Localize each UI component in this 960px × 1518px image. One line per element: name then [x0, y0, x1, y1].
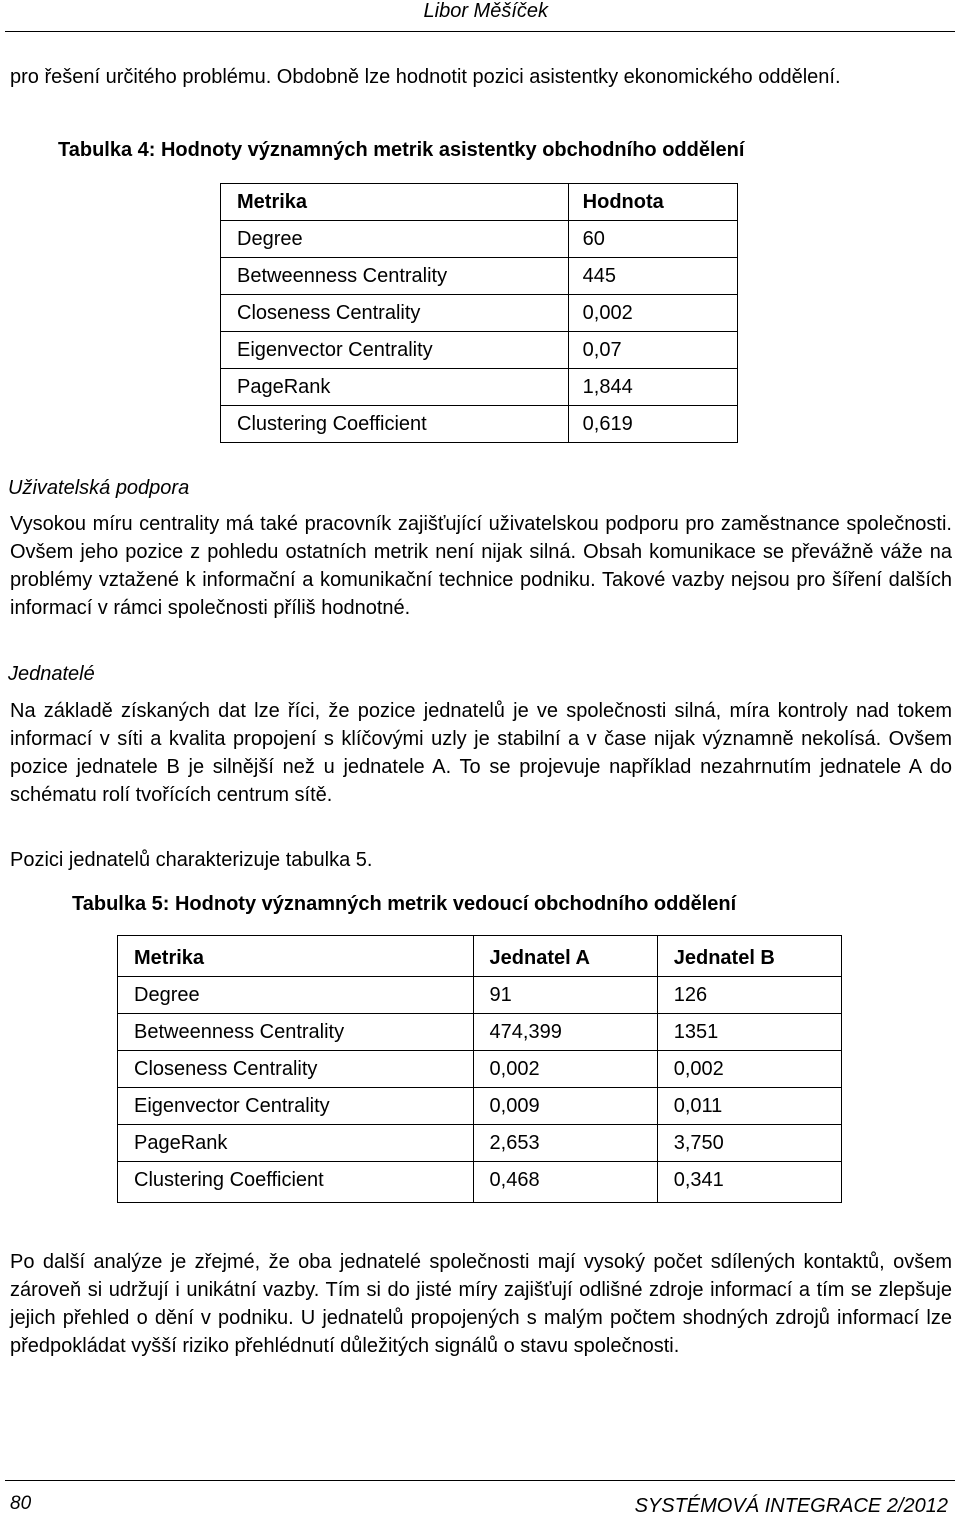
- intro-paragraph: pro řešení určitého problému. Obdobně lze hodnotit pozici asistentky ekonomického oddělení.: [10, 66, 841, 88]
- table4-caption: Tabulka 4: Hodnoty významných metrik asistentky obchodního oddělení: [58, 139, 745, 161]
- header-divider: [5, 31, 955, 32]
- table-header-cell: Jednatel B: [657, 936, 841, 977]
- table5: [117, 935, 842, 1203]
- user-support-paragraph: Vysokou míru centrality má také pracovník zajišťující uživatelskou podporu pro zaměstnance společnosti. Ovšem jeho pozice z pohledu ostatních metrik není nijak silná. Obsah komunikace se převážně váže na problémy vztažené k informační a komunikační technice podniku. Takové vazby nejsou pro šíření dalších informací v rámci společnosti příliš hodnotné.: [10, 513, 952, 619]
- table-cell: 445: [568, 258, 737, 295]
- table-cell: 60: [568, 221, 737, 258]
- table-cell: 0,002: [473, 1051, 657, 1088]
- table-cell: 0,341: [657, 1162, 841, 1203]
- section-heading-executives: Jednatelé: [8, 663, 95, 685]
- footer-divider: [5, 1480, 955, 1481]
- page-number: 80: [10, 1493, 32, 1514]
- table-header-cell: Metrika: [221, 184, 569, 221]
- table-row: [221, 332, 738, 369]
- executives-paragraph: Na základě získaných dat lze říci, že pozice jednatelů je ve společnosti silná, míra kontroly nad tokem informací v síti a kvalita propojení s klíčovými uzly je stabilní a v čase nijak významně nekolísá. Ovšem pozice jednatele B je silnější než u jednatele A. To se projevuje například nezahrnutím jednatele A do schématu rolí tvořících centrum sítě.: [10, 700, 952, 806]
- table-row: [221, 369, 738, 406]
- table-row: [221, 221, 738, 258]
- table-row: [118, 1014, 842, 1051]
- table-cell: PageRank: [118, 1125, 474, 1162]
- table-cell: Closeness Centrality: [221, 295, 569, 332]
- table-row: [118, 1162, 842, 1203]
- table4: [220, 183, 738, 443]
- table-row: [118, 977, 842, 1014]
- table-cell: Clustering Coefficient: [221, 406, 569, 443]
- table-header-cell: Hodnota: [568, 184, 737, 221]
- table-cell: 474,399: [473, 1014, 657, 1051]
- section-heading-user-support: Uživatelská podpora: [8, 477, 190, 499]
- table-cell: Betweenness Centrality: [221, 258, 569, 295]
- table-cell: Eigenvector Centrality: [118, 1088, 474, 1125]
- header-author: Libor Měšíček: [423, 0, 548, 22]
- table-cell: Degree: [118, 977, 474, 1014]
- table-cell: 0,011: [657, 1088, 841, 1125]
- table-cell: 0,619: [568, 406, 737, 443]
- table-cell: 1351: [657, 1014, 841, 1051]
- table-cell: Betweenness Centrality: [118, 1014, 474, 1051]
- table-cell: 2,653: [473, 1125, 657, 1162]
- table-row: [221, 406, 738, 443]
- table-cell: Eigenvector Centrality: [221, 332, 569, 369]
- table-header-cell: Metrika: [118, 936, 474, 977]
- table-cell: 0,468: [473, 1162, 657, 1203]
- table-cell: 0,07: [568, 332, 737, 369]
- table-cell: 0,009: [473, 1088, 657, 1125]
- table-cell: Closeness Centrality: [118, 1051, 474, 1088]
- table-cell: 1,844: [568, 369, 737, 406]
- table-row: [118, 1125, 842, 1162]
- table-cell: PageRank: [221, 369, 569, 406]
- table-header-cell: Jednatel A: [473, 936, 657, 977]
- table-cell: 91: [473, 977, 657, 1014]
- table-cell: 126: [657, 977, 841, 1014]
- table5-reference: Pozici jednatelů charakterizuje tabulka 5.: [10, 849, 373, 871]
- table-header-row: [221, 184, 738, 221]
- table-cell: Degree: [221, 221, 569, 258]
- table-cell: 0,002: [568, 295, 737, 332]
- table-row: [221, 295, 738, 332]
- table-header-row: [118, 936, 842, 977]
- journal-title: SYSTÉMOVÁ INTEGRACE 2/2012: [634, 1495, 948, 1517]
- table-cell: 0,002: [657, 1051, 841, 1088]
- table-row: [221, 258, 738, 295]
- table5-caption: Tabulka 5: Hodnoty významných metrik vedoucí obchodního oddělení: [72, 893, 737, 915]
- table-row: [118, 1051, 842, 1088]
- table-cell: 3,750: [657, 1125, 841, 1162]
- table-cell: Clustering Coefficient: [118, 1162, 474, 1203]
- closing-paragraph: Po další analýze je zřejmé, že oba jednatelé společnosti mají vysoký počet sdílených kontaktů, ovšem zároveň si udržují i unikátní vazby. Tím si do jisté míry zajišťují odlišné zdroje informací a tím se zlepšuje jejich přehled o dění v podniku. U jednatelů propojených s malým počtem shodných zdrojů informací lze předpokládat vyšší riziko přehlédnutí důležitých signálů o stavu společnosti.: [10, 1251, 952, 1357]
- table-row: [118, 1088, 842, 1125]
